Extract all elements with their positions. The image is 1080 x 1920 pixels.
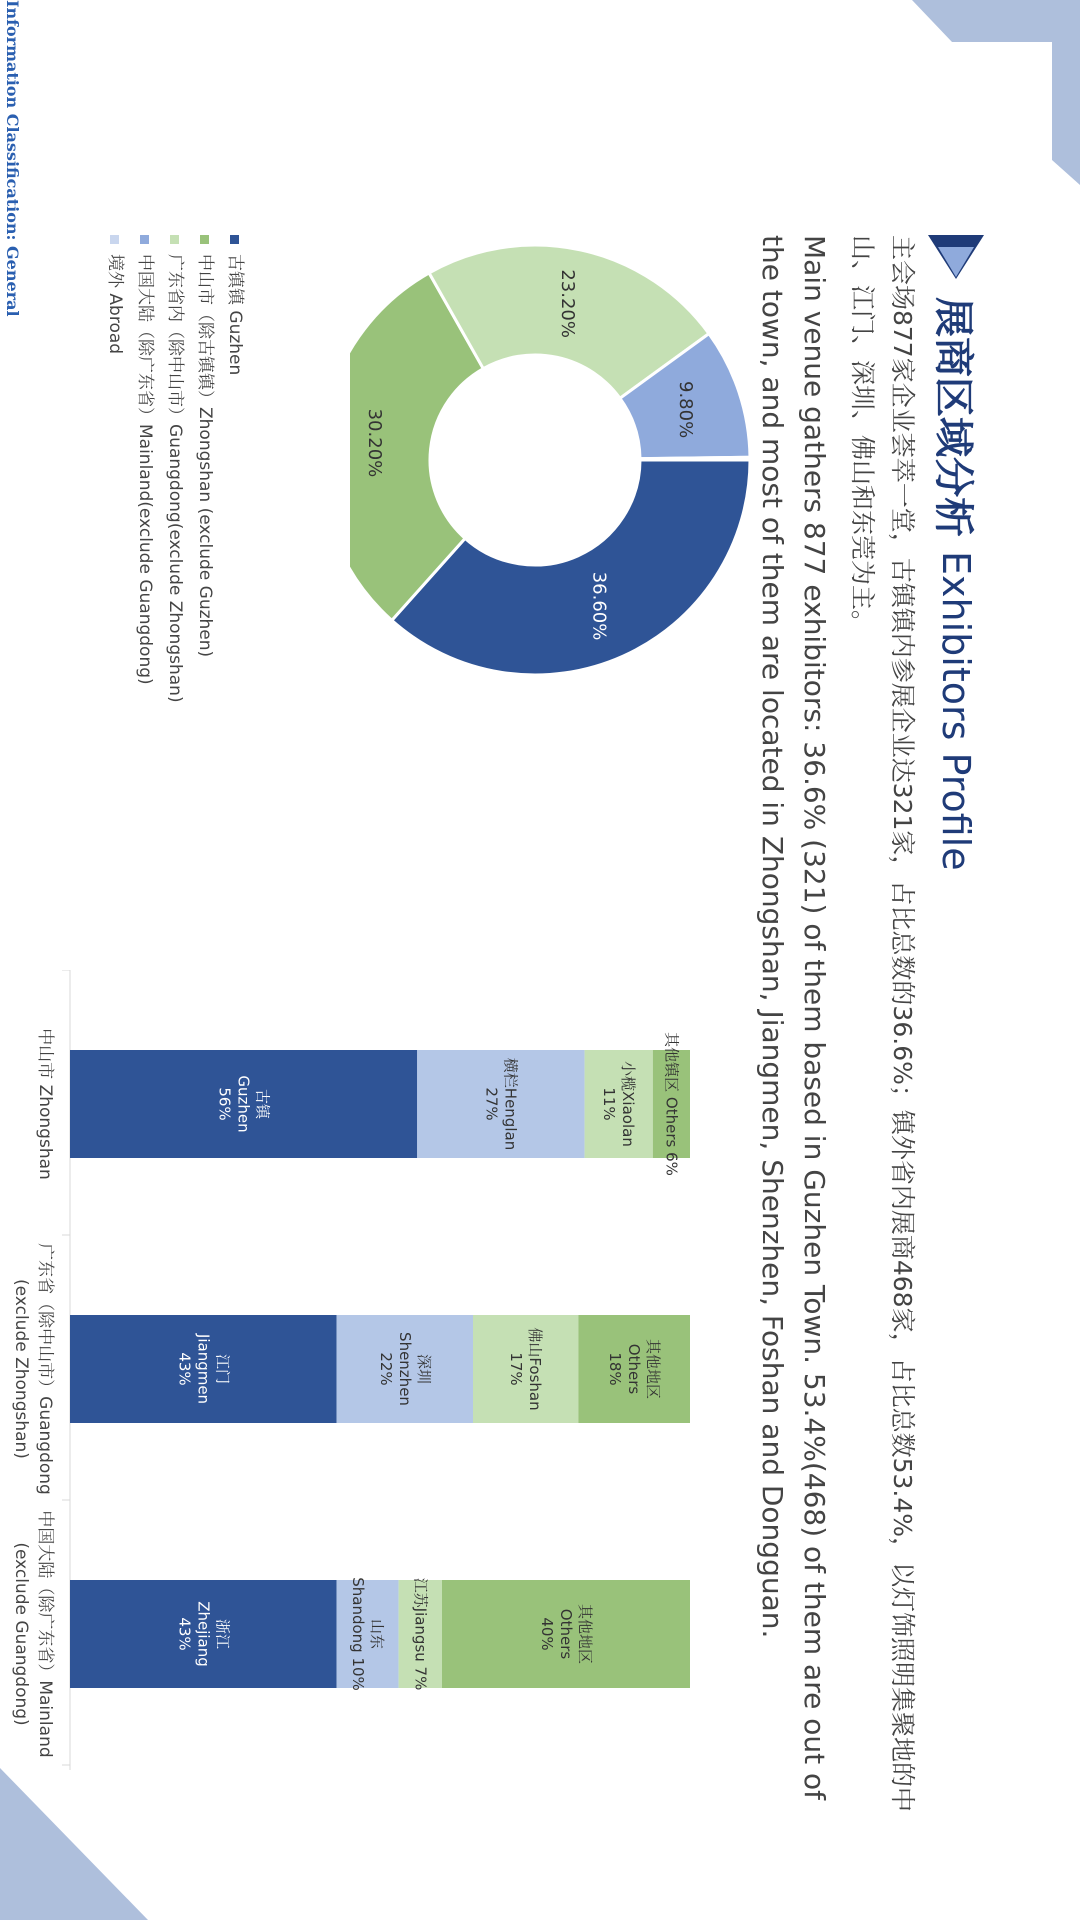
page-title-cn: 展商区域分析 <box>930 297 976 537</box>
bar-data-label: 深圳Shenzhen22% <box>376 1332 433 1406</box>
donut-legend <box>100 235 250 703</box>
donut-slice-0 <box>392 460 750 675</box>
page-title-en: Exhibitors Profile <box>934 551 979 871</box>
bar-data-label: 其他地区Others18% <box>606 1338 663 1400</box>
legend-swatch <box>171 235 180 244</box>
bar-data-label: 山东Shandong 10% <box>349 1577 387 1691</box>
legend-swatch <box>201 235 210 244</box>
donut-data-label: 30.20% <box>363 408 385 478</box>
bar-data-label: 横栏Henglan27% <box>482 1057 520 1151</box>
bar-category-label: 中山市 Zhongshan <box>35 1028 55 1180</box>
bar-data-label: 浙江Zhejiang43% <box>175 1601 232 1667</box>
legend-label: 古镇镇 Guzhen <box>225 254 245 376</box>
title-row <box>928 235 985 871</box>
classification-label: Information Classification: General <box>3 0 22 317</box>
bar-data-label: 其他镇区 Others 6% <box>662 1032 681 1176</box>
legend-swatch <box>111 235 120 244</box>
legend-label: 中国大陆（除广东省）Mainland(exclude Guangdong) <box>135 254 155 685</box>
donut-data-label: 23.20% <box>556 269 578 338</box>
donut-data-label: 9.80% <box>674 381 696 439</box>
bar-category-label: 广东省（除中山市）Guangdong(exclude Zhongshan) <box>11 1243 55 1495</box>
title-arrow-icon <box>929 235 985 279</box>
legend-item <box>190 235 220 703</box>
legend-item <box>100 235 130 703</box>
legend-label: 境外 Abroad <box>105 254 125 355</box>
bar-data-label: 江门Jiangmen43% <box>175 1333 232 1405</box>
legend-swatch <box>231 235 240 244</box>
bar-data-label: 其他地区Others40% <box>538 1603 594 1665</box>
bar-data-label: 古镇Guzhen56% <box>215 1075 272 1133</box>
legend-item <box>130 235 160 703</box>
legend-swatch <box>141 235 150 244</box>
stacked-bar-chart <box>0 970 790 1780</box>
description-en: Main venue gathers 877 exhibitors: 36.6% (321) of them based in Guzhen Town. 53.4%(468) of them are out of the town, and most of them are located in Zhongshan, Jiangmen, Shenzhen, Foshan and Dongguan. <box>756 235 831 1800</box>
legend-label: 中山市（除古镇镇）Zhongshan (exclude Guzhen) <box>195 254 215 658</box>
donut-data-label: 36.60% <box>588 571 610 641</box>
bar-data-label: 佛山Foshan17% <box>507 1327 545 1411</box>
bar-category-label: 中国大陆（除广东省）Mainland(exclude Guangdong) <box>11 1510 55 1758</box>
legend-label: 广东省内（除中山市）Guangdong(exclude Zhongshan) <box>165 254 185 703</box>
donut-slice-4 <box>640 457 750 460</box>
donut-chart <box>350 235 750 715</box>
bar-data-label: 小榄Xiaolan11% <box>600 1061 638 1147</box>
description-cn: 主会场877家企业荟萃一堂，古镇镇内参展企业达321家，占比总数的36.6%；镇外省内展商468家，占比总数53.4%，以灯饰照明集聚地的中山、江门、深圳、佛山和东莞为主。 <box>848 235 917 1812</box>
legend-item <box>220 235 250 703</box>
bar-data-label: 江苏Jiangsu 7% <box>411 1577 430 1691</box>
legend-item <box>160 235 190 703</box>
